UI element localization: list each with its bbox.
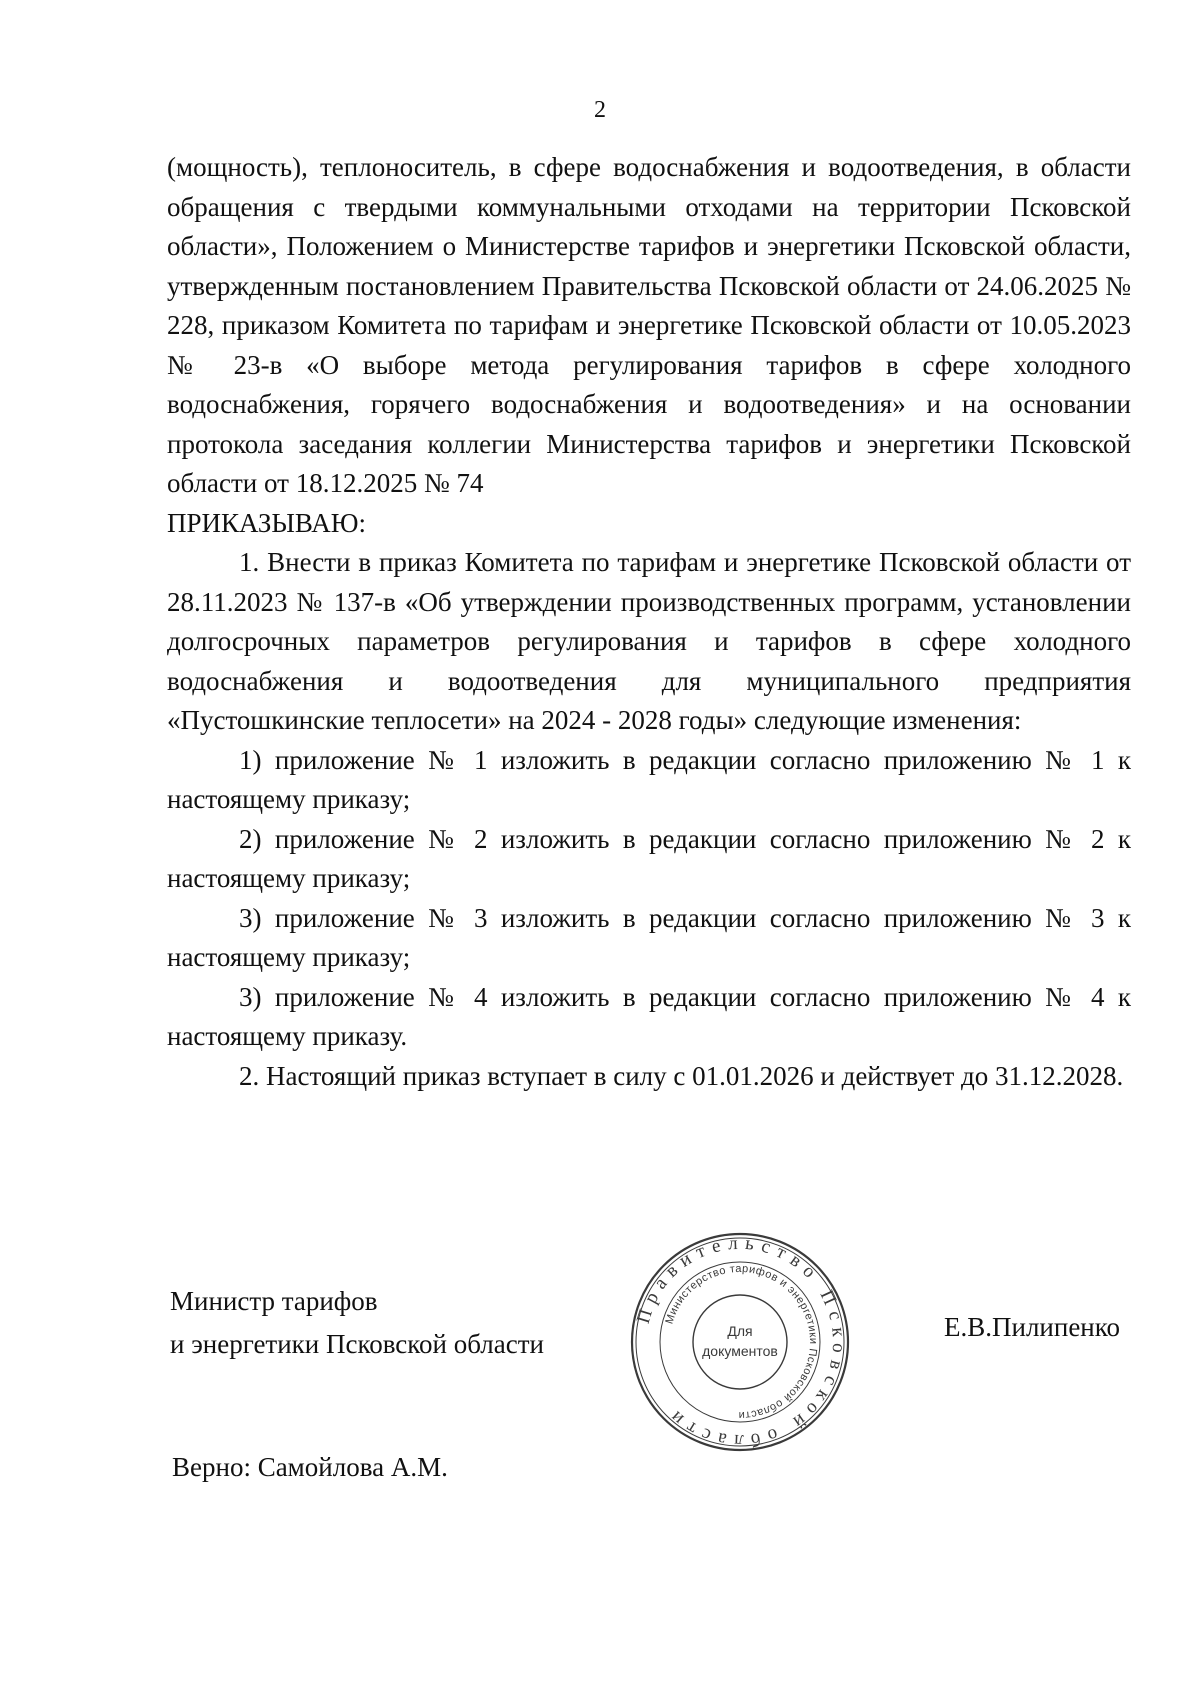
page-number: 2 [594, 97, 606, 123]
signer-position-line-2: и энергетики Псковской области [170, 1329, 544, 1359]
sub-item-2: 2) приложение № 2 изложить в редакции согласно приложению № 2 к настоящему приказу; [167, 823, 1131, 893]
svg-text:Министерство тарифов и энергет [663, 1263, 819, 1421]
clause-1: 1. Внести в приказ Комитета по тарифам и энергетике Псковской области от 28.11.2023 № 137-в «Об утверждении производственных программ, установлении долгосрочных параметров регулирования и тарифов в сфере холодного водоснабжения и водоотведения для муниципального предприятия «Пустошкинские теплосети» на 2024 - 2028 годы» следующие изменения: [167, 547, 1131, 735]
sub-item-4: 3) приложение № 4 изложить в редакции согласно приложению № 4 к настоящему приказу. [167, 981, 1131, 1051]
intro-paragraph: (мощность), теплоноситель, в сфере водоснабжения и водоотведения, в области обращения с твердыми коммунальными отходами на территории Псковской области», Положением о Министерстве тарифов и энергетики Псковской области, утвержденным постановлением Правительства Псковской области от 24.06.2025 № 228, приказом Комитета по тарифам и энергетике Псковской области от 10.05.2023 № 23-в «О выборе метода регулирования тарифов в сфере холодного водоснабжения, горячего водоснабжения и водоотведения» и на основании протокола заседания коллегии Министерства тарифов и энергетики Псковской области от 18.12.2025 № 74 [167, 152, 1131, 498]
copy-certification: Верно: Самойлова А.М. [172, 1452, 448, 1482]
seal-center-line-1: Для [727, 1323, 753, 1339]
seal-outer-text: Правительство Псковской области [632, 1232, 850, 1452]
seal-center-line-2: документов [702, 1343, 778, 1359]
signer-position-line-1: Министр тарифов [170, 1286, 378, 1316]
seal-inner-text: Министерство тарифов и энергетики Псковской области [663, 1262, 820, 1422]
clause-2: 2. Настоящий приказ вступает в силу с 01.01.2026 и действует до 31.12.2028. [239, 1060, 1124, 1091]
document-body [167, 148, 1131, 1096]
signer-position [170, 1280, 544, 1366]
order-word: ПРИКАЗЫВАЮ: [167, 507, 366, 538]
sub-item-1: 1) приложение № 1 изложить в редакции согласно приложению № 1 к настоящему приказу; [167, 744, 1131, 814]
signer-name: Е.В.Пилипенко [944, 1312, 1121, 1342]
sub-item-3: 3) приложение № 3 изложить в редакции согласно приложению № 3 к настоящему приказу; [167, 902, 1131, 972]
official-seal [628, 1230, 852, 1454]
